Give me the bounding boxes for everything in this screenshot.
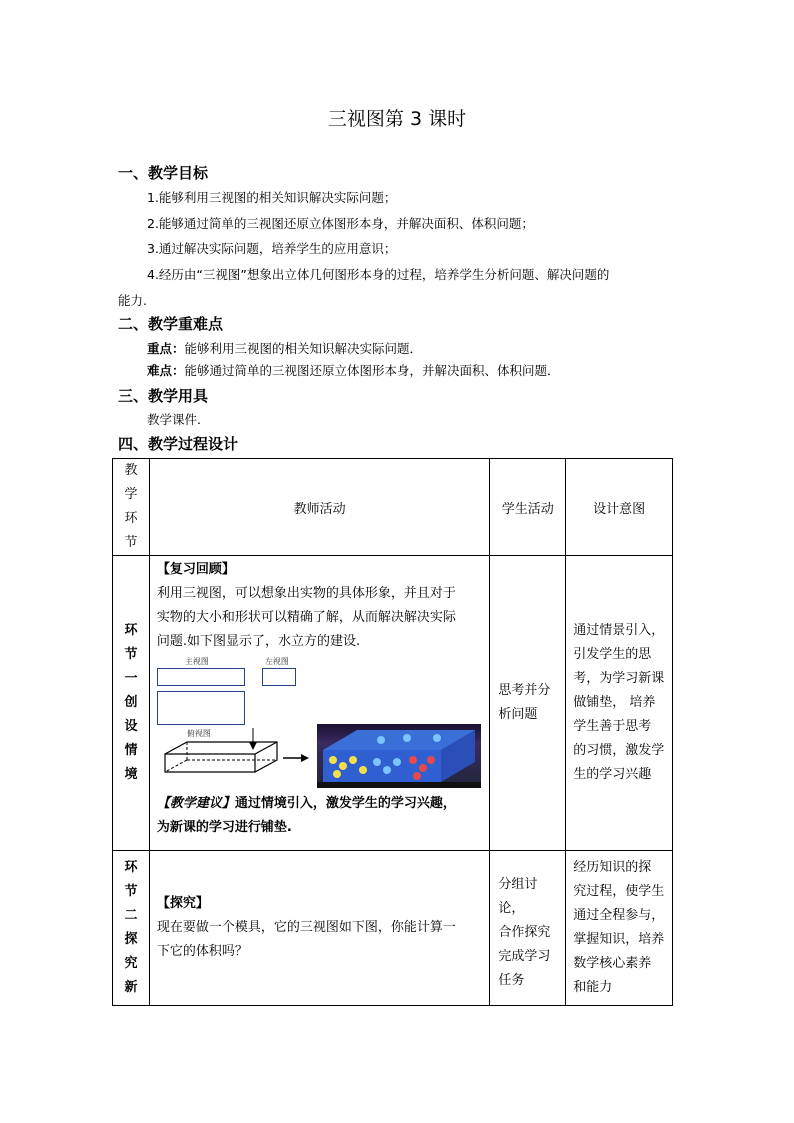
top-view-label: 俯视图 <box>186 729 211 738</box>
student-activity-line: 完成学习 <box>498 949 551 964</box>
intent-line: 的习惯，激发学 <box>573 743 665 758</box>
intent-line: 通过全程参与， <box>573 908 665 923</box>
intent-line: 数学核心素养 <box>573 956 652 971</box>
intent-line: 引发学生的思 <box>573 647 652 662</box>
explore-line: 下它的体积吗？ <box>156 944 248 959</box>
key-point-line <box>147 339 422 357</box>
top-view-rect <box>157 691 245 725</box>
student-activity-line: 分组讨论， <box>498 877 538 916</box>
box-3d-diagram <box>157 726 327 788</box>
section-heading-process: 四、教学过程设计 <box>118 435 239 453</box>
intent-line: 生的学习兴趣 <box>573 767 652 782</box>
stage-cell-2: 环 节 二 探 究 新 <box>113 851 150 1006</box>
review-line: 实物的大小和形状可以精确了解，从而解决解决实际 <box>156 610 456 625</box>
suggestion-line: 通过情境引入，激发学生的学习兴趣， <box>234 796 456 811</box>
front-view-label: 主视图 <box>184 657 209 666</box>
difficult-point-line <box>147 361 560 379</box>
intent-line: 做铺垫， 培养 <box>573 695 656 710</box>
objective-item-continuation: 能力. <box>118 293 147 308</box>
section-heading-tools: 三、教学用具 <box>118 387 209 405</box>
intent-line: 和能力 <box>573 980 613 995</box>
intent-line: 经历知识的探 <box>573 860 652 875</box>
difficult-point-label: 难点： <box>147 363 185 378</box>
suggestion-line: 为新课的学习进行铺垫. <box>156 820 292 835</box>
section-heading-objectives: 一、教学目标 <box>118 164 209 182</box>
explore-label: 【探究】 <box>156 896 209 911</box>
page-title: 三视图第 3 课时 <box>327 108 467 130</box>
student-activity-line: 析问题 <box>498 707 538 722</box>
intent-line: 掌握知识，培养 <box>573 932 665 947</box>
left-view-rect <box>262 668 296 686</box>
section-heading-key-points: 二、教学重难点 <box>118 315 224 333</box>
review-label: 【复习回顾】 <box>156 562 235 577</box>
objective-item: 1.能够利用三视图的相关知识解决实际问题； <box>147 190 397 205</box>
header-student-activity: 学生活动 <box>490 459 566 556</box>
three-view-diagram <box>157 656 483 786</box>
objective-item: 3.通过解决实际问题，培养学生的应用意识； <box>147 241 397 256</box>
student-activity-cell-2 <box>490 851 566 1006</box>
lesson-process-table <box>112 458 673 1006</box>
review-line: 问题.如下图显示了，水立方的建设. <box>156 634 361 649</box>
student-activity-line: 思考并分 <box>498 683 551 698</box>
design-intent-cell-1 <box>566 556 673 851</box>
teacher-activity-cell-1 <box>149 556 489 851</box>
intent-line: 通过情景引入， <box>573 623 665 638</box>
suggestion-label: 【教学建议】 <box>156 796 235 811</box>
water-cube-photo-drawing <box>317 724 481 788</box>
front-view-rect <box>157 668 245 686</box>
intent-line: 究过程，使学生 <box>573 884 665 899</box>
key-point-text: 能够利用三视图的相关知识解决实际问题． <box>184 341 423 356</box>
design-intent-cell-2 <box>566 851 673 1006</box>
left-view-label: 左视图 <box>264 657 289 666</box>
explore-line: 现在要做一个模具，它的三视图如下图，你能计算一 <box>156 920 456 935</box>
review-line: 利用三视图，可以想象出实物的具体形象，并且对于 <box>156 586 456 601</box>
objective-item: 2.能够通过简单的三视图还原立体图形本身，并解决面积、体积问题； <box>147 216 534 231</box>
header-design-intent: 设计意图 <box>566 459 673 556</box>
header-stage: 教 学 环 节 <box>113 459 150 556</box>
teaching-suggestion <box>157 792 483 840</box>
table-row <box>113 851 673 1006</box>
stage-cell-1: 环 节 一 创 设 情 境 <box>113 556 150 851</box>
student-activity-line: 任务 <box>498 973 525 988</box>
student-activity-cell-1 <box>490 556 566 851</box>
difficult-point-text: 能够通过简单的三视图还原立体图形本身，并解决面积、体积问题． <box>184 363 560 378</box>
intent-line: 学生善于思考 <box>573 719 652 734</box>
student-activity-line: 合作探究 <box>498 925 551 940</box>
key-point-label: 重点： <box>147 341 185 356</box>
table-row <box>113 556 673 851</box>
header-teacher-activity: 教师活动 <box>149 459 489 556</box>
intent-line: 考，为学习新课 <box>573 671 665 686</box>
tools-text: 教学课件. <box>147 412 201 427</box>
table-header-row <box>113 459 673 556</box>
teacher-activity-cell-2 <box>149 851 489 1006</box>
objective-item: 4.经历由“三视图”想象出立体几何图形本身的过程，培养学生分析问题、解决问题的 <box>147 267 610 282</box>
water-cube-photo <box>317 724 481 788</box>
